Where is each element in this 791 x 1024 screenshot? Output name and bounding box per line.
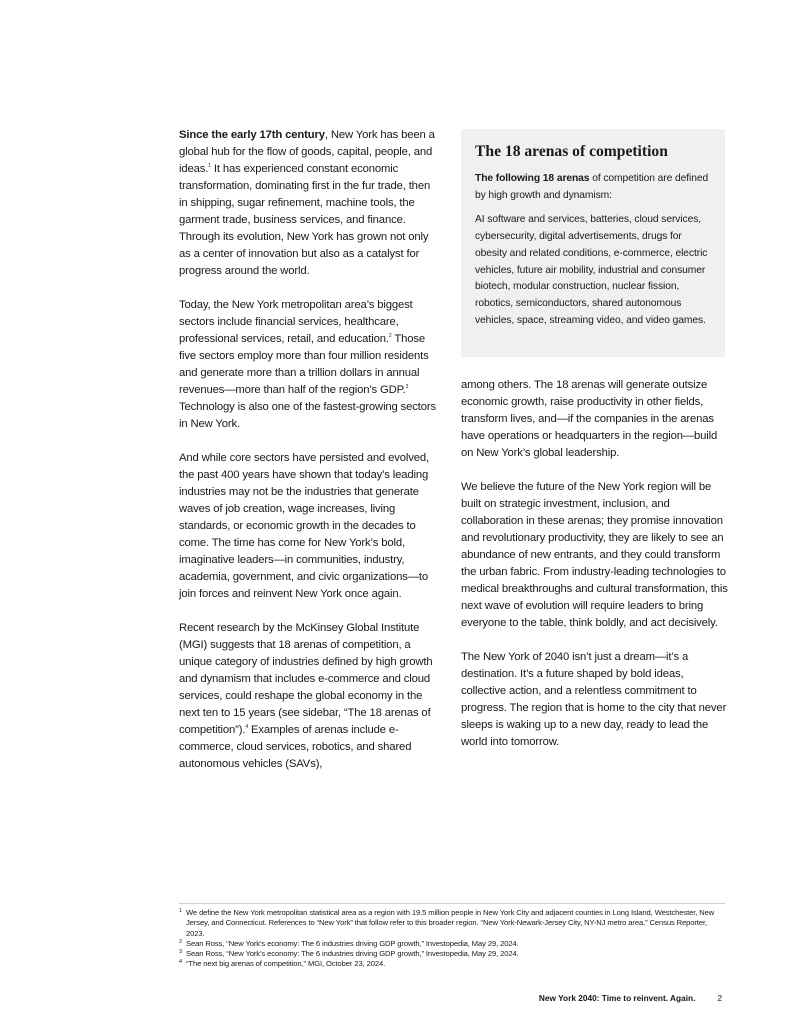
sidebar-intro: The following 18 arenas of competition are defined by high growth and dynamism: <box>475 173 709 201</box>
paragraph-leaders: And while core sectors have persisted and evolved, the past 400 years have shown that today’s leading industries may not be the industries that generate waves of job creation, wage increases, living standards, or economic growth in the decades to come. The time has come for New York’s bold, imaginative leaders—in communities, industry, academia, government, and civic organizations—to join forces and reinvent New York once again. <box>179 452 429 600</box>
footnotes <box>179 903 725 970</box>
paragraph-sectors: Today, the New York metropolitan area’s biggest sectors include financial services, healthcare, professional services, retail, and education.$^2$ Those five sectors employ more than four million residents and generate more than a trillion dollars in annual revenues—more than half of the region’s GDP.$^3$ Technology is also one of the fastest-growing sectors in New York. <box>179 299 437 430</box>
sidebar-arenas <box>461 129 725 357</box>
sidebar-arena-list: AI software and services, batteries, cloud services, cybersecurity, digital advertisements, drugs for obesity and related conditions, e-commerce, electric vehicles, future air mobility, industrial and consumer biotech, modular construction, nuclear fission, robotics, semiconductors, shared autonomous vehicles, space, streaming video, and video games. <box>475 214 708 326</box>
paragraph-history: Since the early 17th century, New York has been a global hub for the flow of goods, capital, people, and ideas.$^1$ It has experienced constant economic transformation, dominating first in the fur trade, then in shipping, sugar refinement, machine tools, the garment trade, business services, and finance. Through its evolution, New York has grown not only as a center of innovation but also as a catalyst for progress around the world. <box>179 129 435 277</box>
right-column <box>461 377 729 768</box>
paragraph-future: We believe the future of the New York region will be built on strategic investment, inclusion, and collaboration in these arenas; they promise innovation and revolutionary productivity, they are likely to see an abundance of new entrants, and they could transform the urban fabric. From industry-leading technologies to medical breakthroughs and cultural transformation, this next wave of evolution will require leaders to bring everyone to the table, think boldly, and act decisively. <box>461 481 728 629</box>
sidebar-title: The 18 arenas of competition <box>475 143 668 160</box>
footnote-3: 3 Sean Ross, “New York’s economy: The 6 industries driving GDP growth,” Investopedia, May 29, 2024. <box>179 949 519 959</box>
lead-in: Since the early 17th century <box>179 129 325 141</box>
paragraph-destination: The New York of 2040 isn’t just a dream—it’s a destination. It’s a future shaped by bold ideas, collective action, and a relentless commitment to progress. The region that is home to the city that never sleeps is waking up to a new day, ready to lead the world into tomorrow. <box>461 651 727 748</box>
page-number: 2 <box>717 993 722 1003</box>
page-footer <box>539 993 722 1003</box>
footer-title: New York 2040: Time to reinvent. Again. <box>538 993 696 1003</box>
footnote-ref-2[interactable]: 2 <box>388 333 392 339</box>
footnote-1: 1 We define the New York metropolitan statistical area as a region with 19.5 million people in New York City and adjacent counties in Long Island, Westchester, New Jersey, and Connecticut. References to “New York” that follow refer to this broader region. “New York-Newark-Jersey City, NY-NJ metro area,” Census Reporter, 2023. <box>179 908 715 938</box>
left-column <box>179 127 441 790</box>
footnote-ref-3[interactable]: 3 <box>405 384 409 390</box>
footnote-ref-1[interactable]: 1 <box>208 163 211 169</box>
paragraph-research: Recent research by the McKinsey Global Institute (MGI) suggests that 18 arenas of competition, a unique category of industries defined by high growth and dynamism that includes e-commerce and cloud services, could reshape the global economy in the next ten to 15 years (see sidebar, “The 18 arenas of competition”).$^4$ Examples of arenas include e-commerce, cloud services, robotics, and shared autonomous vehicles (SAVs), <box>179 622 433 770</box>
footnote-ref-4[interactable]: 4 <box>245 724 248 730</box>
footnote-2: 2 Sean Ross, “New York’s economy: The 6 industries driving GDP growth,” Investopedia, May 29, 2024. <box>179 938 519 948</box>
paragraph-arenas-growth: among others. The 18 arenas will generate outsize economic growth, raise productivity in other fields, transform lives, and—if the companies in the arenas have operations or headquarters in the region—build on New York’s global leadership. <box>461 379 718 459</box>
footnote-4: 4 “The next big arenas of competition,” MGI, October 23, 2024. <box>179 959 386 969</box>
